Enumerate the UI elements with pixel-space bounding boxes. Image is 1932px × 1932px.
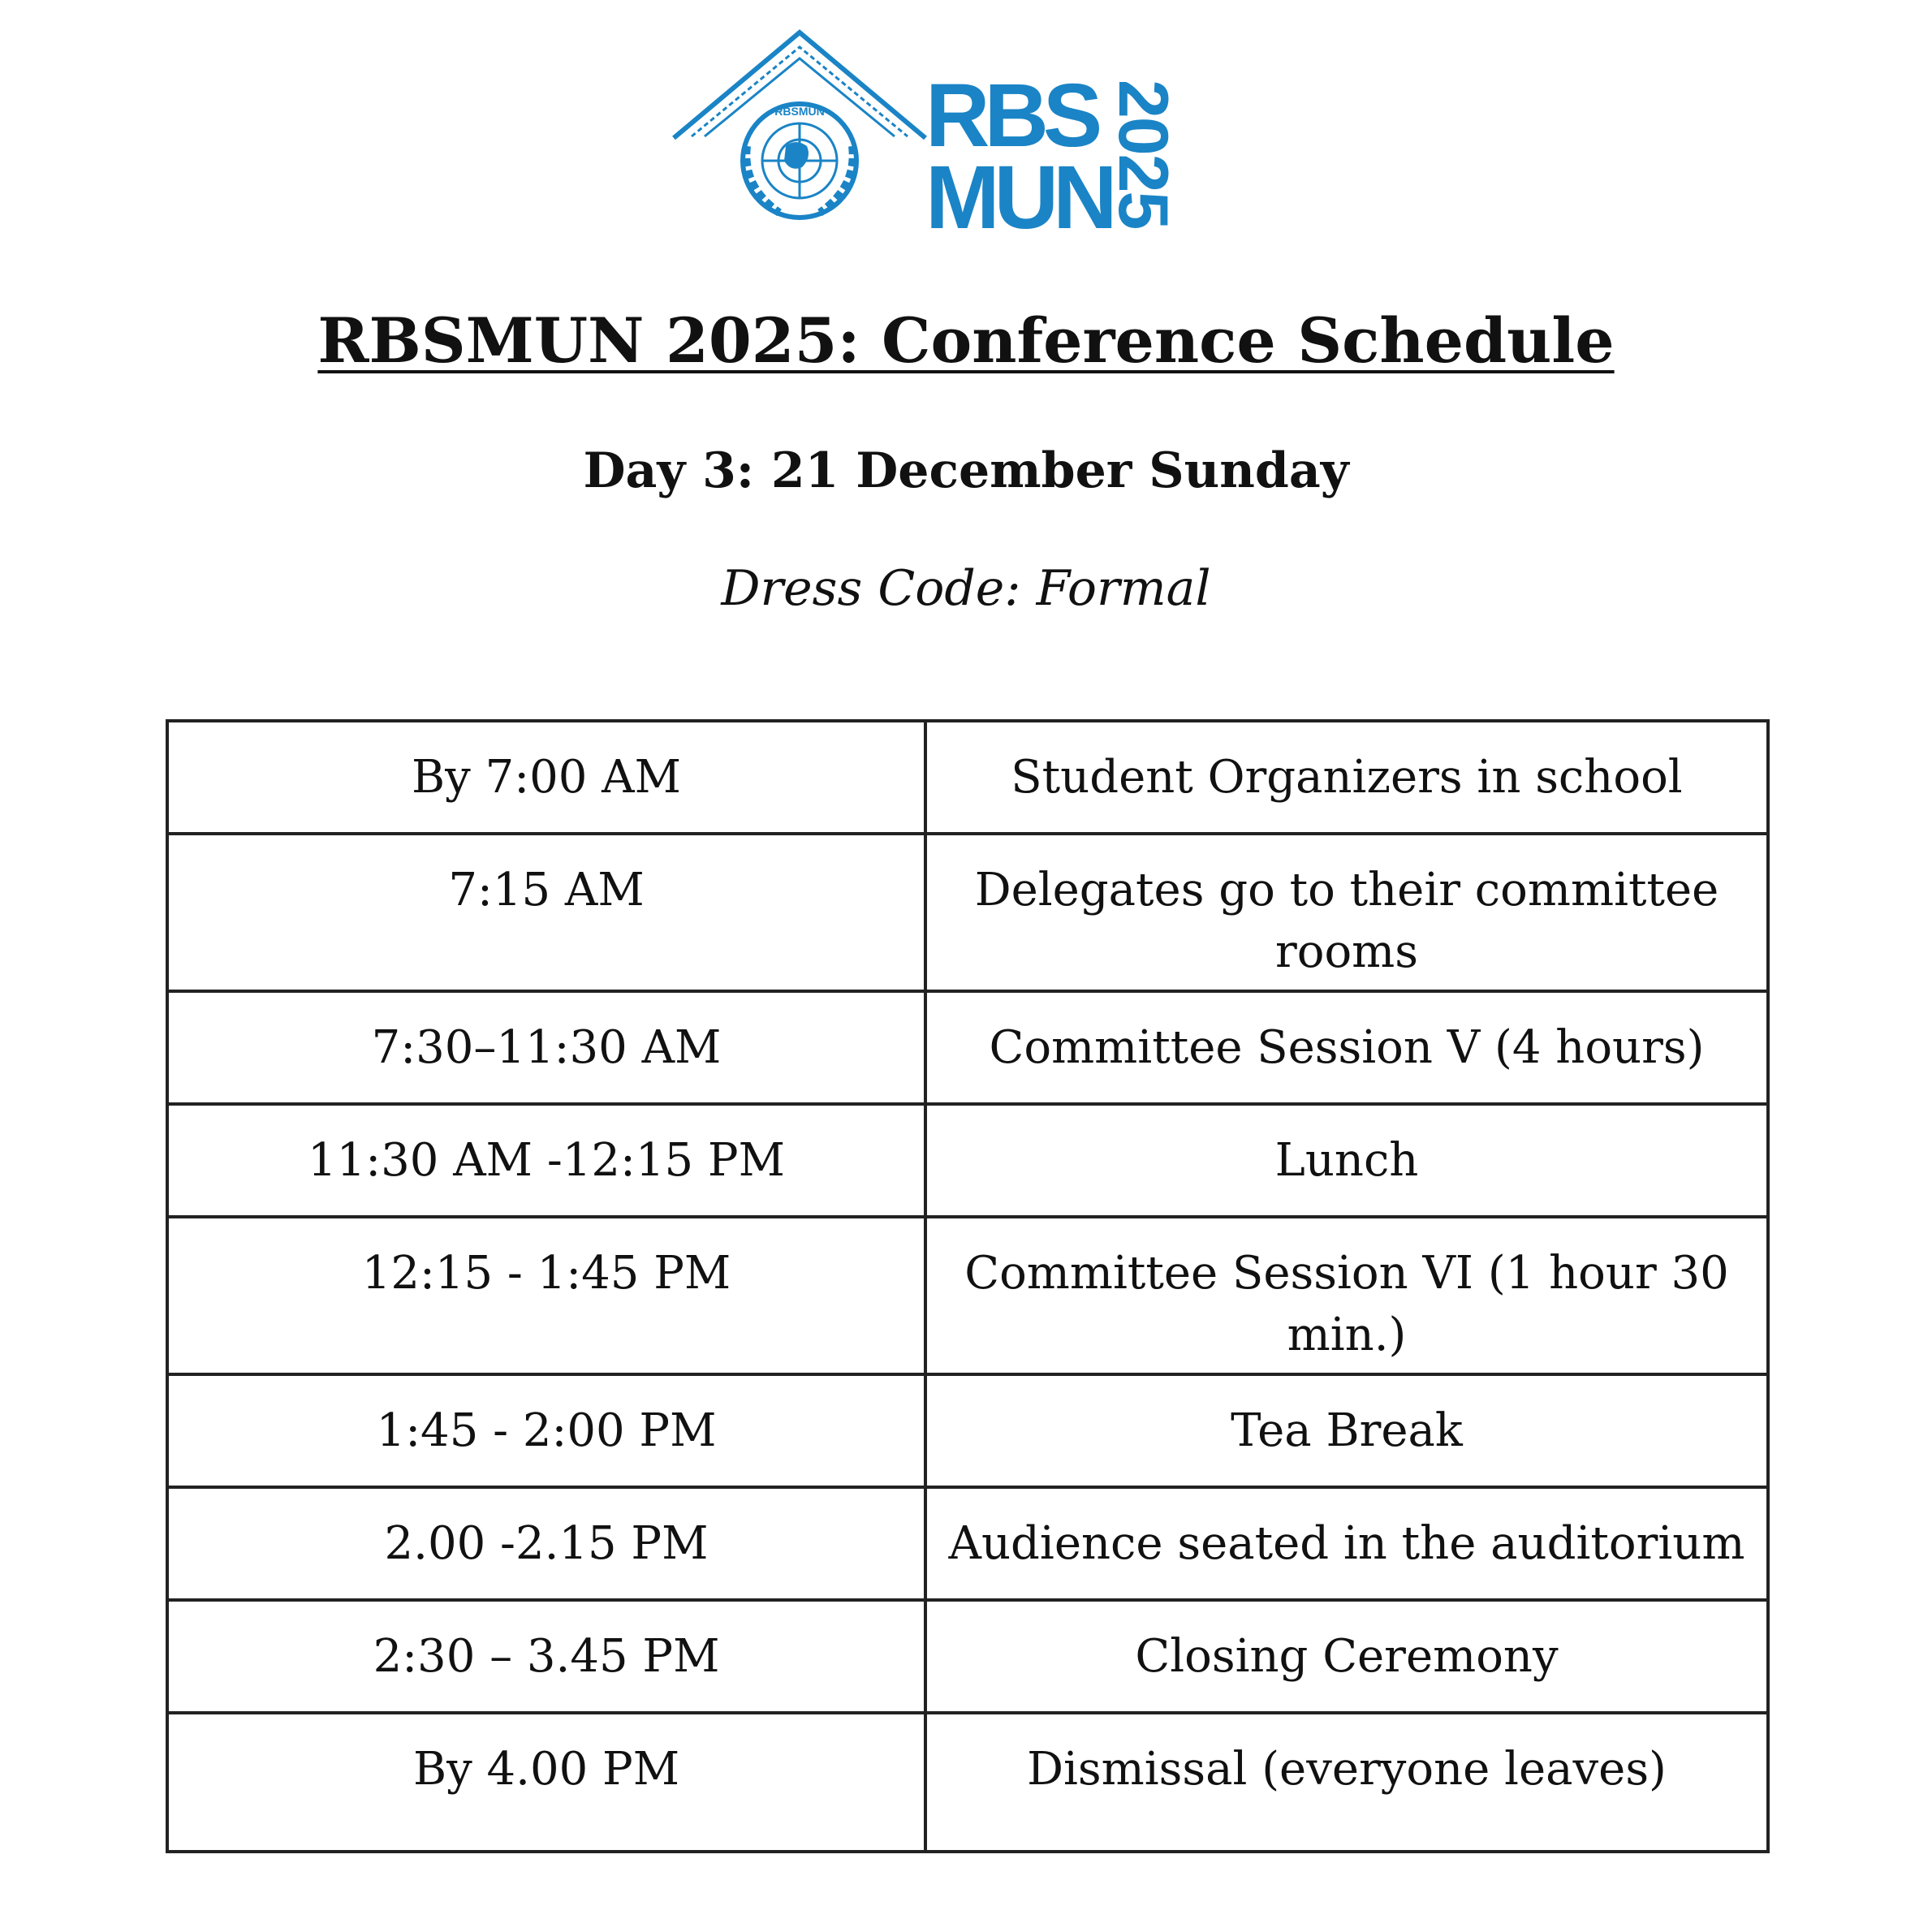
- time-cell: 1:45 - 2:00 PM: [167, 1374, 925, 1487]
- table-row: [167, 991, 1768, 1104]
- table-row: [167, 1713, 1768, 1852]
- time-cell: By 4.00 PM: [167, 1713, 925, 1852]
- logo-wordmark: [925, 66, 1112, 248]
- event-cell: Tea Break: [925, 1374, 1768, 1487]
- time-cell: 7:15 AM: [167, 834, 925, 991]
- table-row: [167, 1104, 1768, 1217]
- logo-line-2: MUN: [925, 148, 1112, 248]
- event-cell: Closing Ceremony: [925, 1600, 1768, 1713]
- emblem-text: RBSMUN: [774, 105, 825, 118]
- time-cell: 11:30 AM -12:15 PM: [167, 1104, 925, 1217]
- event-cell: Committee Session V (4 hours): [925, 991, 1768, 1104]
- dress-code: Dress Code: Formal: [721, 560, 1211, 617]
- event-cell: Audience seated in the auditorium: [925, 1487, 1768, 1600]
- logo-year: 2025: [1104, 80, 1182, 229]
- table-row: [167, 1600, 1768, 1713]
- table-row: [167, 721, 1768, 834]
- table-row: [167, 1374, 1768, 1487]
- logo-line-1: RBS: [925, 66, 1098, 166]
- event-cell: Dismissal (everyone leaves): [925, 1713, 1768, 1852]
- page-title: RBSMUN 2025: Conference Schedule: [317, 304, 1615, 377]
- event-cell: Delegates go to their committee rooms: [925, 834, 1768, 991]
- day-heading: Day 3: 21 December Sunday: [583, 442, 1349, 499]
- time-cell: 2.00 -2.15 PM: [167, 1487, 925, 1600]
- time-cell: 7:30–11:30 AM: [167, 991, 925, 1104]
- event-cell: Committee Session VI (1 hour 30 min.): [925, 1217, 1768, 1374]
- event-cell: Student Organizers in school: [925, 721, 1768, 834]
- rbsmun-logo: [666, 24, 1201, 248]
- table-row: [167, 1487, 1768, 1600]
- event-cell: Lunch: [925, 1104, 1768, 1217]
- un-emblem-icon: [666, 24, 934, 235]
- time-cell: 12:15 - 1:45 PM: [167, 1217, 925, 1374]
- schedule-table: [166, 719, 1770, 1853]
- time-cell: 2:30 – 3.45 PM: [167, 1600, 925, 1713]
- time-cell: By 7:00 AM: [167, 721, 925, 834]
- table-row: [167, 834, 1768, 991]
- table-row: [167, 1217, 1768, 1374]
